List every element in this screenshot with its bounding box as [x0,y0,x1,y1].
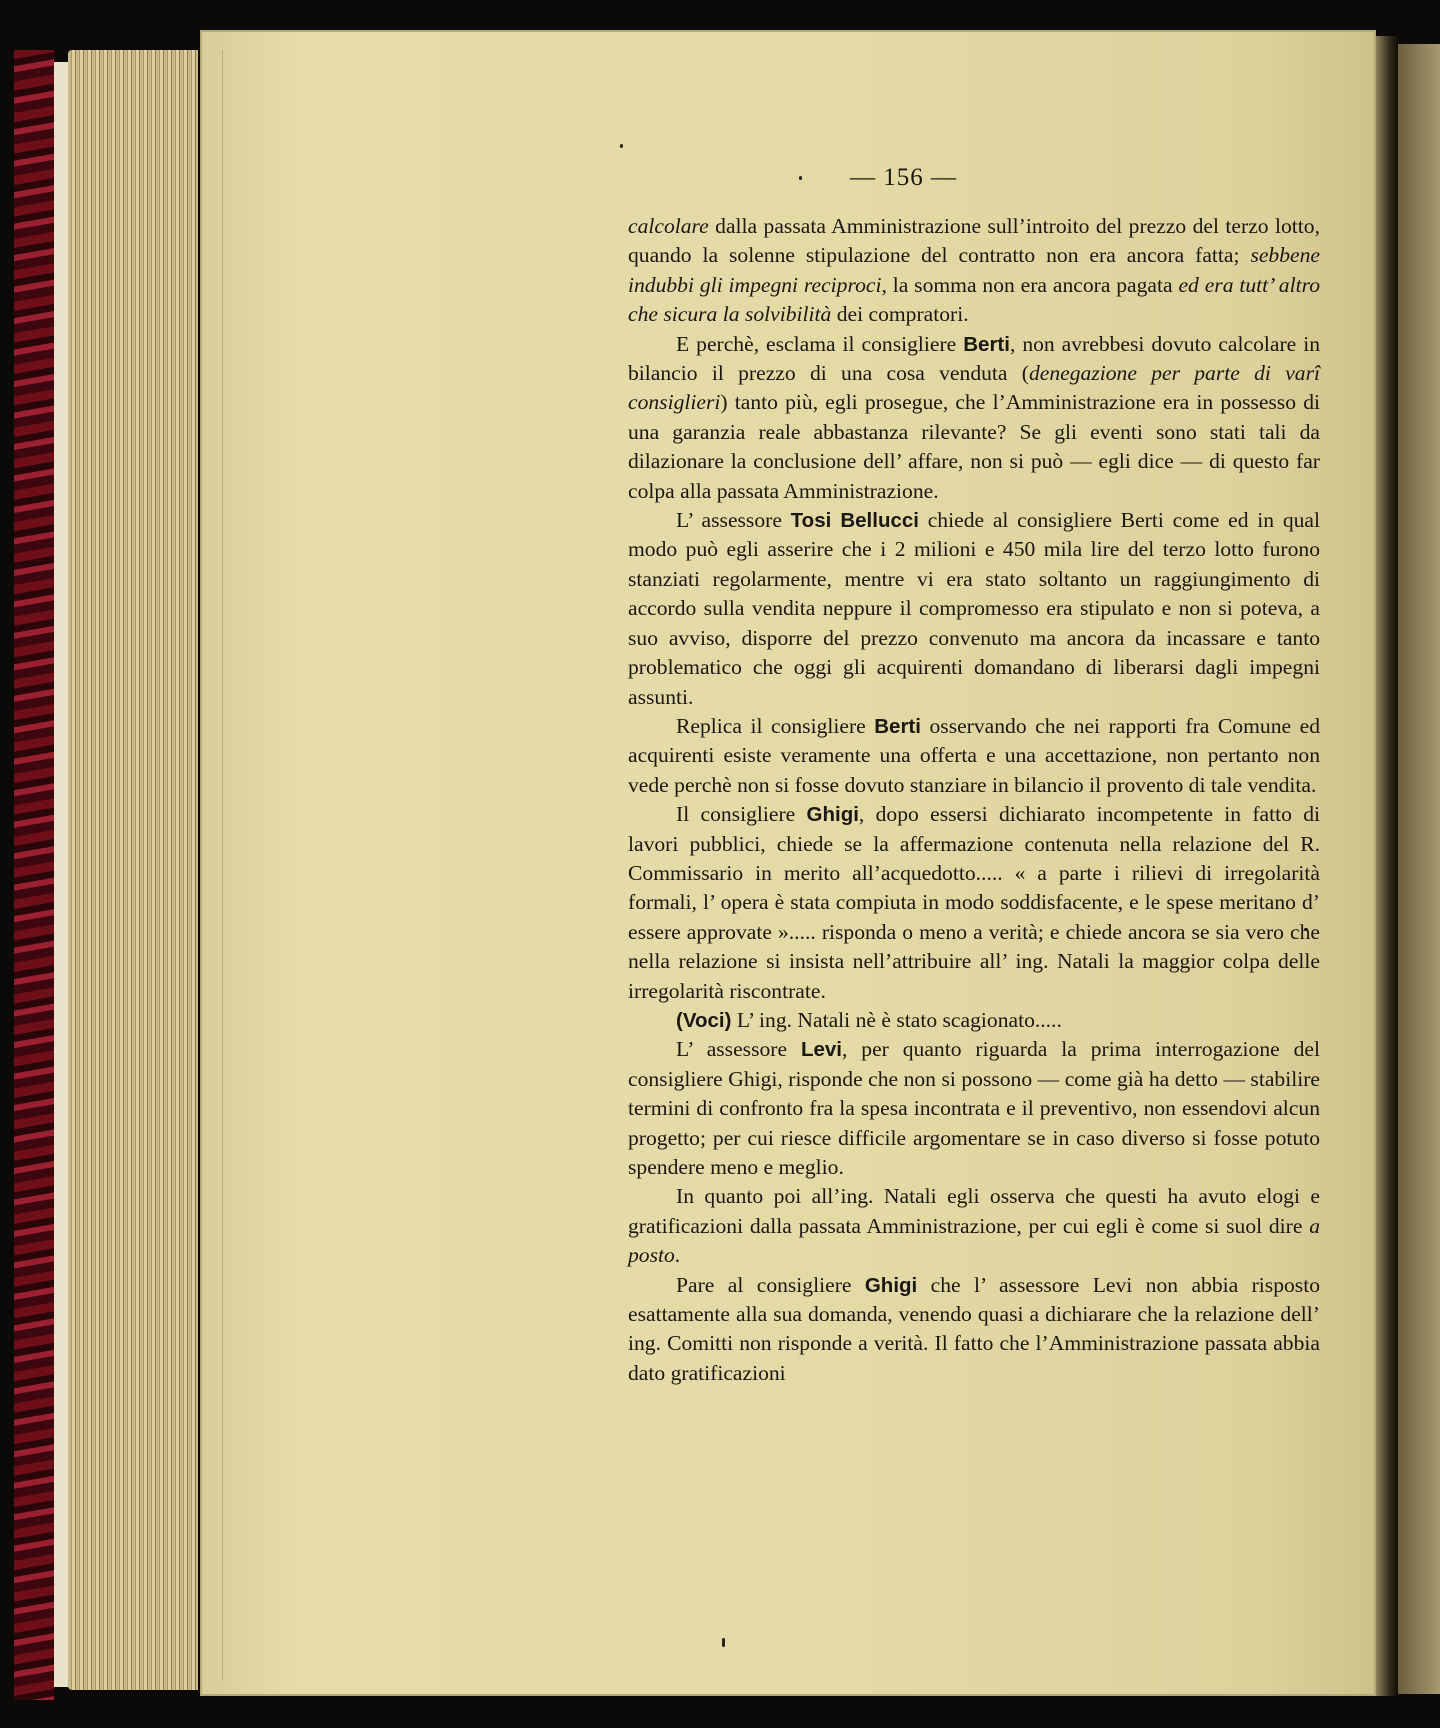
speaker-name: Ghigi [806,803,859,827]
page-stack-edges [68,50,198,1690]
speaker-name: Levi [800,1038,842,1062]
paragraph [628,1035,1320,1182]
text-run: dalla passata Amministrazione sull’introito del prezzo del terzo lotto, quando la solenne stipulazione del contratto non era ancora fatta; [628,214,1320,268]
text-run: Il consigliere [676,802,807,827]
paragraph [628,212,1320,330]
text-run: osservando che nei rapporti fra Comune ed acquirenti esiste veramente una offerta e una accettazione, non pertanto non vede perchè non si fosse dovuto stanziare in bilancio il provento di tale vendita. [628,713,1320,797]
text-run: che l’ assessore Levi non abbia risposto esattamente alla sua domanda, venendo quasi a dichiarare che la relazione dell’ ing. Comitti non risponde a verità. Il fatto che l’Amministrazione passata abbia dato gratificazioni [628,1272,1320,1385]
speaker-name: Berti [963,332,1010,356]
paragraph [628,1271,1320,1389]
text-run: L’ ing. Natali nè è stato scagionato..... [731,1007,1062,1032]
paragraph [628,1182,1320,1270]
paper-speck [799,176,802,180]
paragraph [628,712,1320,800]
page-number: — 156 — [850,164,957,191]
paragraph [628,506,1320,712]
speaker-name: Berti [874,714,921,738]
italic-phrase: calcolare [628,214,709,238]
text-run: dei compratori. [831,302,969,327]
speaker-name: (Voci) [676,1008,732,1032]
text-run: E perchè, esclama il consigliere [676,331,964,356]
text-run: , per quanto riguarda la prima interrogazione del consigliere Ghigi, risponde che non si possono — come già ha detto — stabilire termini di confronto fra la spesa incontrata e il preventivo, non essendovi alcun progetto; per cui riesce difficile argomentare se in caso diverso si fosse potuto spendere meno e meglio. [628,1037,1320,1179]
italic-phrase: a posto [628,1213,1320,1268]
body-text [628,212,1320,1388]
text-run: L’ assessore [676,1037,801,1062]
paragraph [628,800,1320,1006]
speaker-name: Ghigi [864,1273,918,1297]
italic-phrase: denegazione per parte di varî consiglieri [628,361,1320,415]
paragraph [628,330,1320,506]
paragraph [628,1006,1320,1035]
text-run: Pare al consigliere [676,1272,865,1297]
text-run: In quanto poi all’ing. Natali egli osserva che questi ha avuto elogi e gratificazioni dalla passata Amministrazione, per cui egli è come si suol dire [628,1184,1320,1238]
text-run: L’ assessore [676,508,791,533]
speaker-name: Tosi Bellucci [790,509,919,533]
italic-phrase: ed era tutt’ altro che sicura la solvibilità [628,272,1320,327]
book-cover-edge [14,50,56,1700]
paper-speck [722,1638,725,1647]
book-gutter [1376,36,1398,1696]
paper-speck [620,144,623,148]
text-run: Replica il consigliere [676,713,875,738]
text-run: chiede al consigliere Berti come ed in qual modo può egli asserire che i 2 milioni e 450 mila lire del terzo lotto furono stanziati regolarmente, mentre vi era stato soltanto un raggiungimento di accordo sulla vendita neppure il compromesso era stipulato e non si poteva, a suo avviso, disporre del prezzo convenuto ma ancora da incassare e tanto problematico che oggi gli acquirenti domandano di liberarsi dagli impegni assunti. [628,508,1320,709]
italic-phrase: sebbene indubbi gli impegni reciproci [628,243,1320,297]
text-run: , non avrebbesi dovuto calcolare in bilancio il prezzo di una cosa venduta ( [628,331,1320,386]
text-run: , la somma non era ancora pagata [881,272,1179,297]
right-page-edge [1398,44,1440,1694]
text-run: ) tanto più, egli prosegue, che l’Amministrazione era in possesso di una garanzia reale abbastanza rilevante? Se gli eventi sono stati tali da dilazionare la conclusione dell’ affare, non si può — egli dice — di questo far colpa alla passata Amministrazione. [628,390,1320,503]
text-run: . [674,1243,681,1268]
text-run: , dopo essersi dichiarato incompetente in fatto di lavori pubblici, chiede se la affermazione contenuta nella relazione del R. Commissario in merito all’acquedotto..... « a parte i rilievi di irregolarità formali, l’ opera è stata compiuta in modo soddisfacente, e le spese meritano d’ essere approvate »..... risponda o meno a verità; e chiede ancora se sia vero che nella relazione si insista nell’attribuire all’ ing. Natali la maggior colpa delle irregolarità riscontrate. [628,802,1320,1003]
